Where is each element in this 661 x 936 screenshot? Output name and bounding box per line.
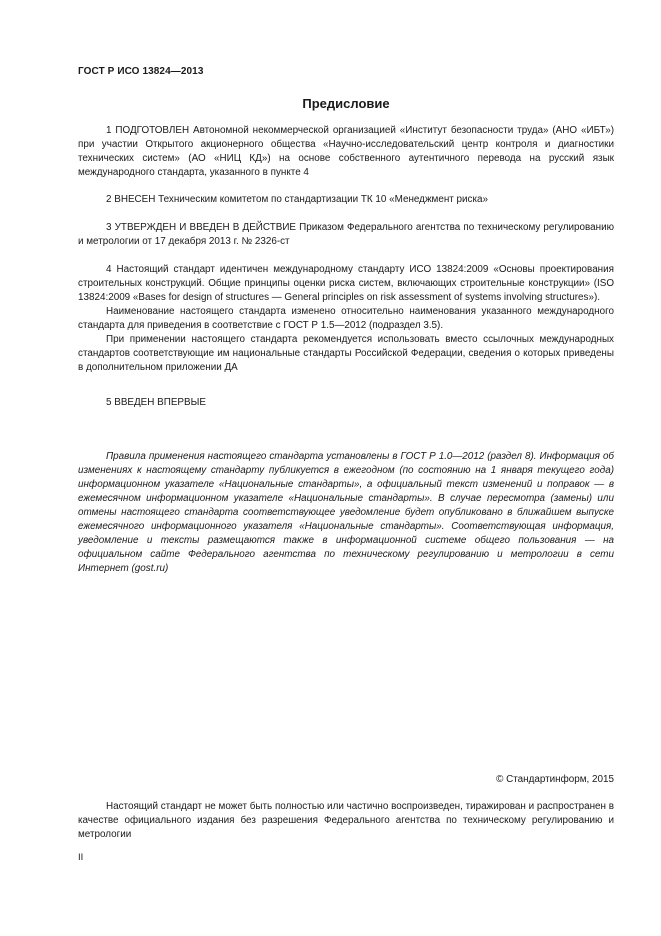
notice-text: Правила применения настоящего стандарта установлены в ГОСТ Р 1.0—2012 (раздел 8). Информация об изменениях к настоящему стандарту публикуется в ежегодном (по состоянию на 1 января текущего года) информационном указателе «Национальные стандарты», а официальный текст изменений и поправок — в ежемесячном информационном указателе «Национальные стандарты». В случае пересмотра (замены) или отмены настоящего стандарта соответствующее уведомление будет опубликовано в ближайшем выпуске ежемесячного информационного указателя «Национальные стандарты». Соответствующая информация, уведомление и тексты размещаются также в информационной системе общего пользования — на официальном сайте Федерального агентства по техническому регулированию и метрологии в сети Интернет (gost.ru): [78, 451, 614, 574]
item-4-paragraph-3: При применении настоящего стандарта рекомендуется использовать вместо ссылочных международных стандартов соответствующие им национальные стандарты Российской Федерации, сведения о которых приведены в дополнительном приложении ДА: [78, 334, 614, 373]
copyright-line: © Стандартинформ, 2015: [496, 774, 614, 785]
reproduction-notice: [78, 800, 614, 842]
standard-id-header: ГОСТ Р ИСО 13824—2013: [78, 66, 204, 77]
foreword-item-1: [78, 124, 614, 180]
item-3-text: 3 УТВЕРЖДЕН И ВВЕДЕН В ДЕЙСТВИЕ Приказом Федерального агентства по техническому регулированию и метрологии от 17 декабря 2013 г. № 2326-ст: [78, 222, 614, 247]
foreword-item-3: [78, 221, 614, 249]
item-5-text: 5 ВВЕДЕН ВПЕРВЫЕ: [106, 397, 206, 408]
item-2-text: 2 ВНЕСЕН Техническим комитетом по стандартизации ТК 10 «Менеджмент риска»: [106, 194, 489, 205]
item-4-paragraph-1: 4 Настоящий стандарт идентичен международному стандарту ИСО 13824:2009 «Основы проектирования строительных конструкций. Общие принципы оценки риска систем, включающих строительные конструкции» (ISO 13824:2009 «Bases for design of structures — General principles on risk assessment of systems involving structures»).: [78, 264, 614, 303]
foreword-item-5: [78, 396, 614, 410]
page-title: Предисловие: [302, 96, 390, 111]
page-number: II: [78, 852, 84, 863]
item-4-paragraph-2: Наименование настоящего стандарта изменено относительно наименования указанного международного стандарта для приведения в соответствие с ГОСТ Р 1.5—2012 (подраздел 3.5).: [78, 306, 614, 331]
foreword-item-4: [78, 263, 614, 375]
item-1-text: 1 ПОДГОТОВЛЕН Автономной некоммерческой организацией «Институт безопасности труда» (АНО «ИБТ») при участии Открытого акционерного общества «Научно-исследовательский центр контроля и диагностики технических систем» (АО «НИЦ КД») на основе собственного аутентичного перевода на русский язык международного стандарта, указанного в пункте 4: [78, 125, 614, 178]
application-rules-notice: [78, 450, 614, 576]
foreword-item-2: [78, 193, 614, 207]
reproduction-notice-text: Настоящий стандарт не может быть полностью или частично воспроизведен, тиражирован и распространен в качестве официального издания без разрешения Федерального агентства по техническому регулированию и метрологии: [78, 801, 614, 840]
